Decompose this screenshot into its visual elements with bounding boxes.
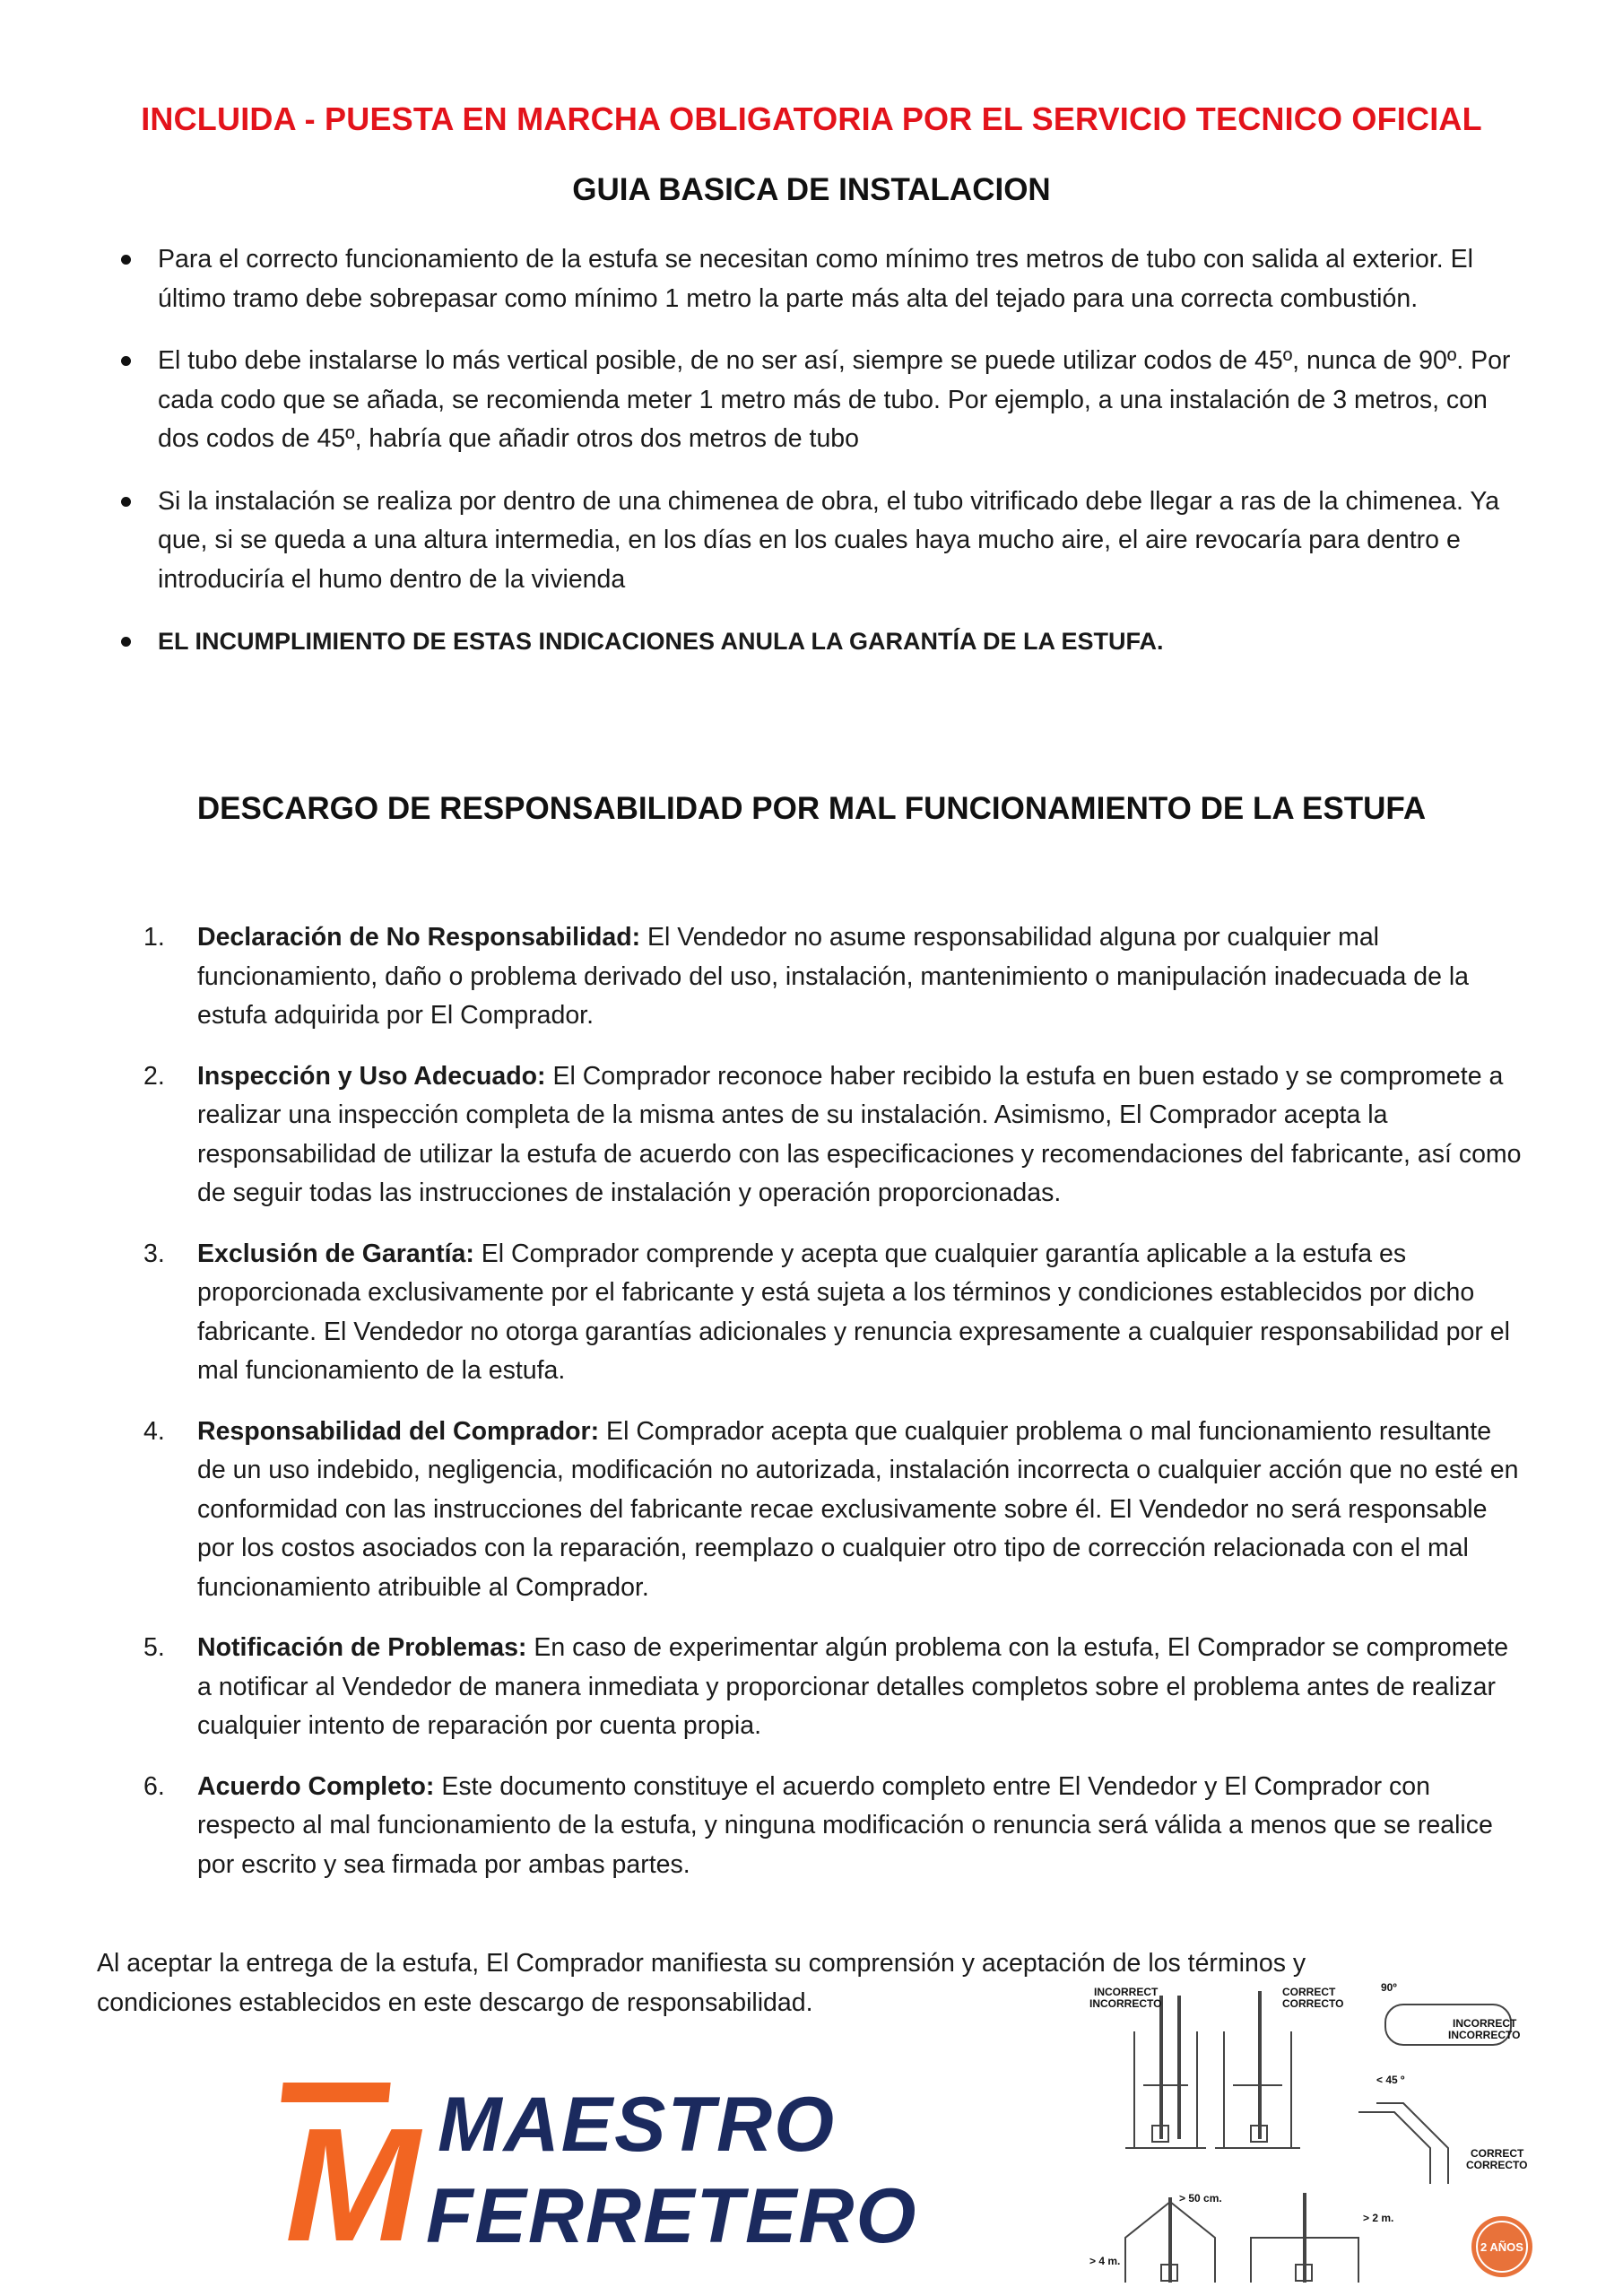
clause-text: Este documento constituye el acuerdo completo entre El Vendedor y El Comprador con respecto al mal funcionamiento de la estufa, y ninguna modificación o renuncia será válida a menos que se realice por escrito y sea firmada por ambas partes. [197,1771,1493,1879]
maestro-ferretero-logo [278,2063,918,2275]
diagram-label-incorrect: INCORRECT [1094,1986,1159,1998]
installation-guide-list [117,240,1524,685]
clause-number: 6. [143,1771,165,1801]
guide-bullet-text: Para el correcto funcionamiento de la estufa se necesitan como mínimo tres metros de tubo con salida al exterior. El último tramo debe sobrepasar como mínimo 1 metro la parte más alta del tejado para una correcta combustión. [158,245,1473,313]
clause-heading: Exclusión de Garantía: [197,1239,474,1268]
diagram-label-incorrecto: INCORRECTO [1089,1997,1162,2010]
diagram-label-4m: > 4 m. [1089,2255,1121,2267]
diagram-label-incorrect-elbow: INCORRECT [1453,2017,1517,2030]
warranty-badge-text: 2 AÑOS [1480,2240,1523,2254]
clause-heading: Notificación de Problemas: [197,1633,527,1662]
bullet-dot [121,637,131,647]
warranty-badge-icon [1471,2216,1532,2277]
disclaimer-clause-list [143,918,1524,1906]
disclaimer-clause [143,1235,1524,1391]
bullet-dot [121,497,131,507]
acceptance-paragraph: Al aceptar la entrega de la estufa, El Comprador manifiesta su comprensión y aceptación de los términos y condiciones establecidos en este descargo de responsabilidad. [97,1949,1306,2017]
mandatory-installation-title: INCLUIDA - PUESTA EN MARCHA OBLIGATORIA POR EL SERVICIO TECNICO OFICIAL [141,100,1482,137]
guide-bullet-text: El tubo debe instalarse lo más vertical posible, de no ser así, siempre se puede utilizar codos de 45º, nunca de 90º. Por cada codo que se añada, se recomienda meter 1 metro más de tubo. Por ejemplo, a una instalación de 3 metros, con dos codos de 45º, habría que añadir otros dos metros de tubo [158,346,1511,453]
diagram-label-45: < 45 º [1376,2074,1405,2086]
chimney-installation-diagram [1089,1978,1556,2287]
clause-number: 2. [143,1061,165,1091]
disclaimer-clause [143,1768,1524,1885]
bullet-dot [121,356,131,366]
logo-mark-icon [281,2083,423,2275]
clause-text: El Comprador reconoce haber recibido la estufa en buen estado y se compromete a realizar una inspección completa de la misma antes de su instalación. Asimismo, El Comprador acepta la responsabilidad de utilizar la estufa de acuerdo con las especificaciones y recomendaciones del fabricante, así como de seguir todas las instrucciones de instalación y operación proporcionadas. [197,1061,1522,1207]
guide-bullet-text: Si la instalación se realiza por dentro de una chimenea de obra, el tubo vitrificado debe llegar a ras de la chimenea. Ya que, si se queda a una altura intermedia, en los días en los cuales haya mucho aire, el aire revocaría para dentro e introduciría el humo dentro de la vivienda [158,486,1500,594]
clause-text: El Comprador comprende y acepta que cualquier garantía aplicable a la estufa es proporcionada exclusivamente por el fabricante y está sujeta a los términos y condiciones establecidos por dicho fabricante. El Vendedor no otorga garantías adicionales y renuncia expresamente a cualquier responsabilidad por el mal funcionamiento de la estufa. [197,1239,1510,1385]
clause-text: El Comprador acepta que cualquier problema o mal funcionamiento resultante de un uso indebido, negligencia, modificación no autorizada, instalación incorrecta o cualquier acción que no esté en conformidad con las instrucciones del fabricante recae exclusivamente sobre él. El Vendedor no será responsable por los costos asociados con la reparación, reemplazo o cualquier otro tipo de corrección relacionada con el mal funcionamiento atribuible al Comprador. [197,1416,1519,1602]
disclaimer-clause [143,1629,1524,1746]
bullet-dot [121,255,131,265]
diagram-label-incorrecto-elbow: INCORRECTO [1448,2029,1521,2041]
diagram-label-2m: > 2 m. [1363,2212,1394,2224]
guide-bullet [117,483,1524,600]
clause-number: 3. [143,1239,165,1268]
logo-line-1: MAESTRO [438,2082,836,2168]
diagram-label-correct: CORRECT [1282,1986,1336,1998]
clause-number: 4. [143,1416,165,1446]
disclaimer-clause [143,1413,1524,1608]
disclaimer-clause [143,918,1524,1036]
clause-heading: Declaración de No Responsabilidad: [197,923,641,952]
clause-heading: Inspección y Uso Adecuado: [197,1061,546,1091]
installation-guide-title: GUIA BASICA DE INSTALACION [572,172,1051,207]
guide-bullet [117,342,1524,459]
diagram-label-50cm: > 50 cm. [1179,2192,1222,2205]
clause-heading: Responsabilidad del Comprador: [197,1416,600,1446]
clause-number: 1. [143,923,165,952]
diagram-label-correcto-elbow: CORRECTO [1466,2159,1528,2171]
logo-line-2: FERRETERO [426,2173,918,2259]
clause-text: El Vendedor no asume responsabilidad alguna por cualquier mal funcionamiento, daño o problema derivado del uso, instalación, mantenimiento o manipulación inadecuada de la estufa adquirida por El Comprador. [197,923,1470,1030]
guide-bullet [117,240,1524,318]
clause-text: En caso de experimentar algún problema con la estufa, El Comprador se compromete a notificar al Vendedor de manera inmediata y proporcionar detalles completos sobre el problema antes de realizar cualquier intento de reparación por cuenta propia. [197,1633,1509,1740]
disclaimer-title: DESCARGO DE RESPONSABILIDAD POR MAL FUNCIONAMIENTO DE LA ESTUFA [196,791,1427,826]
diagram-label-correcto: CORRECTO [1282,1997,1344,2010]
disclaimer-clause [143,1057,1524,1213]
warranty-warning-text: EL INCUMPLIMIENTO DE ESTAS INDICACIONES ANULA LA GARANTÍA DE LA ESTUFA. [158,628,1164,655]
logo-mark-letter: M [285,2095,420,2275]
clause-heading: Acuerdo Completo: [197,1771,435,1801]
diagram-label-correct-elbow: CORRECT [1471,2147,1524,2160]
diagram-label-90: 90º [1381,1981,1397,1994]
warranty-warning-bullet [117,622,1524,662]
clause-number: 5. [143,1633,165,1662]
